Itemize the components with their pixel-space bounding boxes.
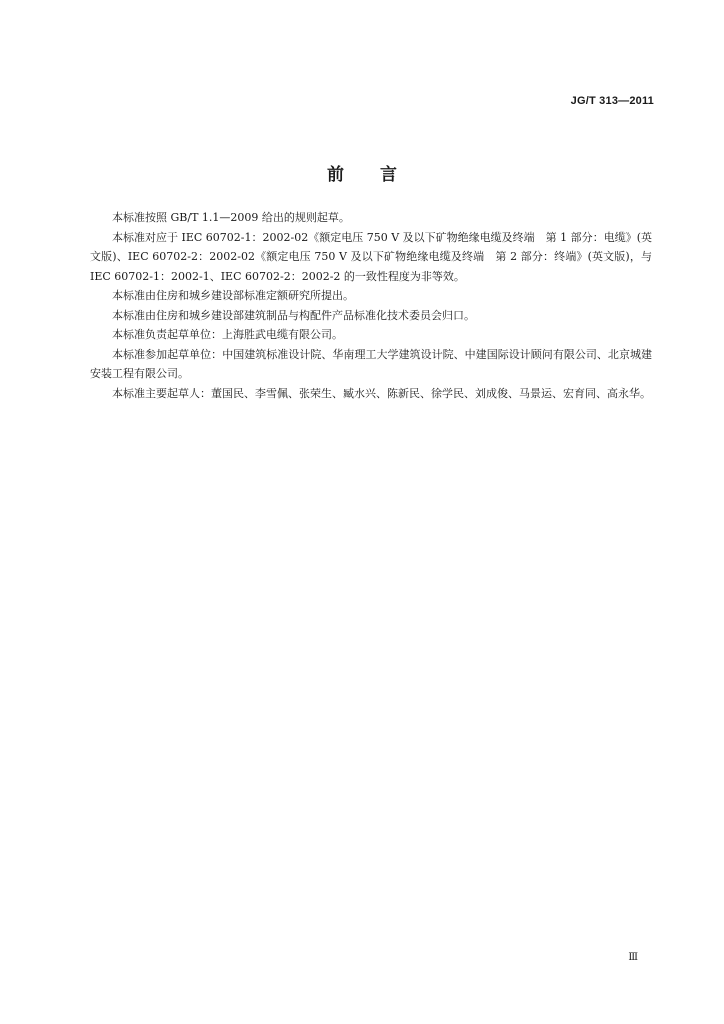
paragraph-main-drafters: 本标准主要起草人：董国民、李雪佩、张荣生、臧水兴、陈新民、徐学民、刘成俊、马景运、宏育同、高永华。 bbox=[112, 386, 651, 400]
paragraph-iec-correspondence: 本标准对应于 IEC 60702-1：2002-02《额定电压 750 V 及以下矿物绝缘电缆及终端 第 1 部分：电缆》(英文版)、IEC 60702-2：2002-02《额定电压 750 V 及以下矿物绝缘电缆及终端 第 2 部分：终端》(英文版)，与 IEC 60702-1：2002-1、IEC 60702-2：2002-2 的一致性程度为非等效。 bbox=[90, 230, 652, 283]
paragraph-drafting-rules: 本标准按照 GB/T 1.1—2009 给出的规则起草。 bbox=[112, 211, 350, 224]
paragraph-proposed-by: 本标准由住房和城乡建设部标准定额研究所提出。 bbox=[112, 289, 354, 302]
paragraph-lead-drafter: 本标准负责起草单位：上海胜武电缆有限公司。 bbox=[112, 328, 343, 341]
page-number: Ⅲ bbox=[628, 952, 638, 963]
paragraph-administered-by: 本标准由住房和城乡建设部建筑制品与构配件产品标准化技术委员会归口。 bbox=[112, 308, 475, 322]
preface-body bbox=[90, 208, 652, 403]
page-title: 前言 bbox=[327, 165, 433, 185]
paragraph-participating-units: 本标准参加起草单位：中国建筑标准设计院、华南理工大学建筑设计院、中建国际设计顾问有限公司、北京城建安装工程有限公司。 bbox=[90, 347, 652, 380]
standard-code: JG/T 313—2011 bbox=[570, 95, 654, 107]
